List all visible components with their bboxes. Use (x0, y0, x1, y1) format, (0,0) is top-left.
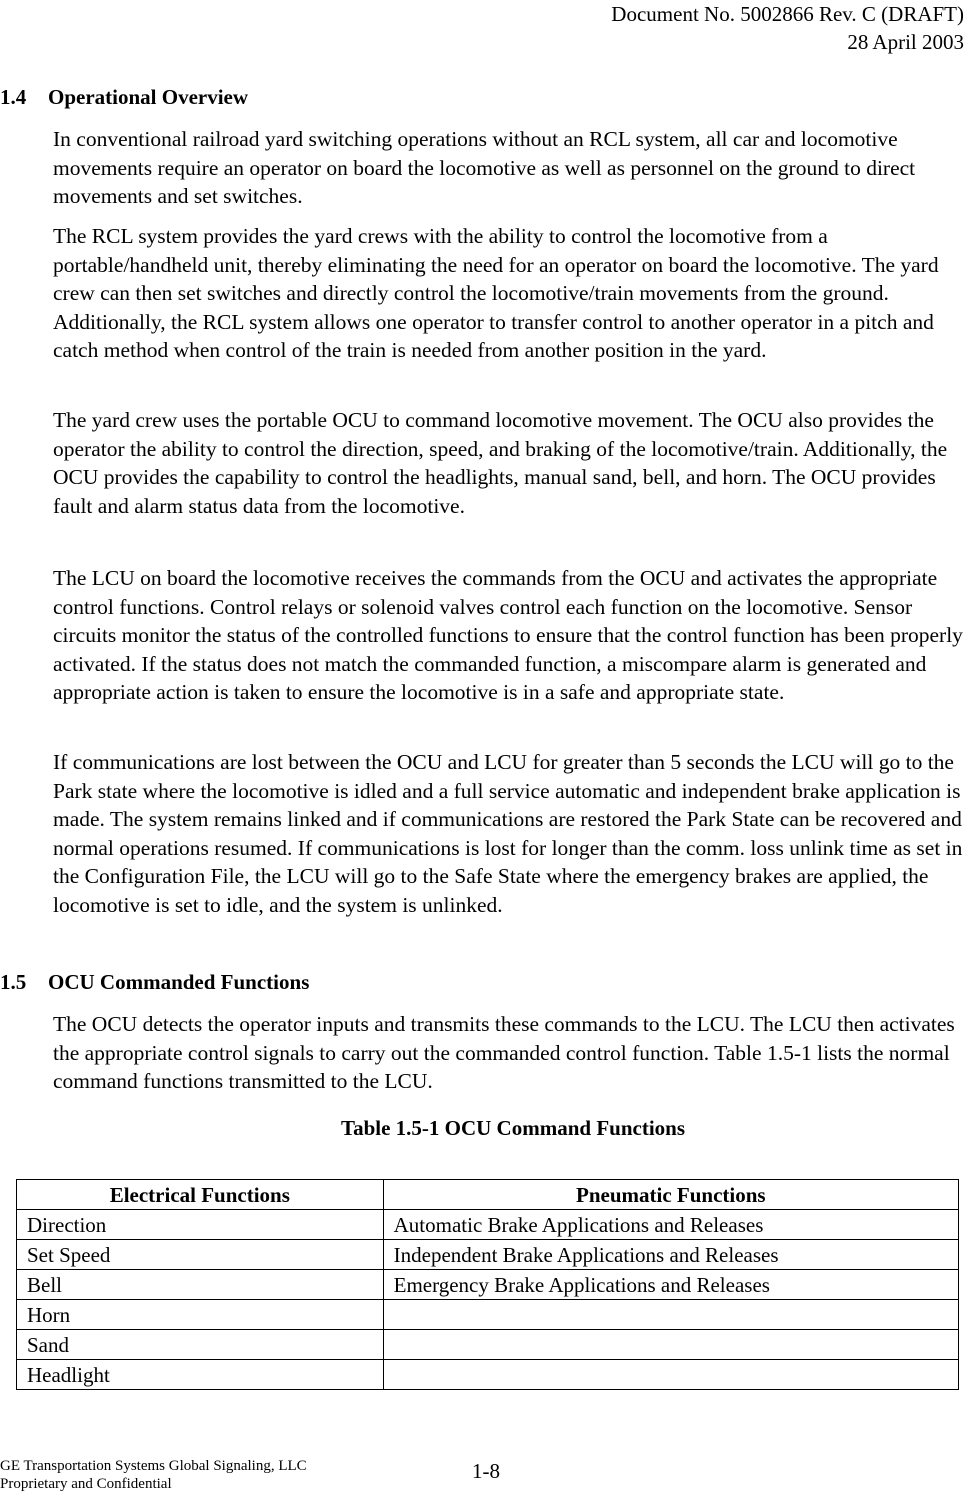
table-cell: Horn (17, 1300, 384, 1330)
page-number: 1-8 (472, 1459, 500, 1483)
table-caption: Table 1.5-1 OCU Command Functions (340, 1116, 686, 1140)
table-cell: Automatic Brake Applications and Releases (383, 1210, 958, 1240)
footer-confidentiality: Proprietary and Confidential (0, 1476, 172, 1492)
paragraph: The yard crew uses the portable OCU to command locomotive movement. The OCU also provides the operator the ability to control the direction, speed, and braking of the locomotive/train. Additionally, the OCU provides the capability to control the headlights, manual sand, bell, and horn. The OCU provides fault and alarm status data from the locomotive. (53, 408, 948, 518)
table-row (17, 1300, 959, 1330)
table-cell (383, 1300, 958, 1330)
table-row (17, 1240, 959, 1270)
table-row (17, 1360, 959, 1390)
paragraph: The RCL system provides the yard crews with the ability to control the locomotive from a portable/handheld unit, thereby eliminating the need for an operator on board the locomotive. The yard crew can then set switches and directly control the locomotive/train movements from the ground. Additionally, the RCL system allows one operator to transfer control to another operator in a pitch and catch method when control of the train is needed from another position in the yard. (53, 224, 939, 363)
table-cell: Bell (17, 1270, 384, 1300)
table-row (17, 1270, 959, 1300)
section-number: 1.5 (0, 970, 27, 994)
table-cell: Sand (17, 1330, 384, 1360)
table-cell (383, 1360, 958, 1390)
ocu-command-functions-table (16, 1179, 959, 1390)
section-title: Operational Overview (48, 85, 249, 109)
table-cell: Headlight (17, 1360, 384, 1390)
table-cell: Independent Brake Applications and Releases (383, 1240, 958, 1270)
table-row (17, 1330, 959, 1360)
page-footer (0, 1457, 307, 1493)
page-header (611, 0, 964, 56)
table-header-row (17, 1180, 959, 1210)
column-header-electrical: Electrical Functions (17, 1180, 384, 1210)
column-header-pneumatic: Pneumatic Functions (383, 1180, 958, 1210)
table-cell: Direction (17, 1210, 384, 1240)
document-number: Document No. 5002866 Rev. C (DRAFT) (611, 2, 964, 26)
table-cell: Emergency Brake Applications and Releases (383, 1270, 958, 1300)
document-date: 28 April 2003 (847, 30, 964, 54)
table-row (17, 1210, 959, 1240)
section-number: 1.4 (0, 85, 27, 109)
paragraph: The LCU on board the locomotive receives the commands from the OCU and activates the appropriate control functions. Control relays or solenoid valves control each function on the locomotive. Sensor circuits monitor the status of the controlled functions to ensure that the control function has been properly activated. If the status does not match the commanded function, a miscompare alarm is generated and appropriate action is taken to ensure the locomotive is in a safe and appropriate state. (53, 566, 963, 705)
table-cell: Set Speed (17, 1240, 384, 1270)
paragraph: In conventional railroad yard switching operations without an RCL system, all car and locomotive movements require an operator on board the locomotive as well as personnel on the ground to direct movements and set switches. (53, 127, 916, 209)
section-heading-1-5 (0, 968, 309, 996)
section-title: OCU Commanded Functions (48, 970, 310, 994)
footer-company: GE Transportation Systems Global Signaling, LLC (0, 1458, 307, 1474)
paragraph: If communications are lost between the OCU and LCU for greater than 5 seconds the LCU will go to the Park state where the locomotive is idled and a full service automatic and independent brake application is made. The system remains linked and if communications are restored the Park State can be recovered and normal operations resumed. If communications is lost for longer than the comm. loss unlink time as set in the Configuration File, the LCU will go to the Safe State where the emergency brakes are applied, the locomotive is set to idle, and the system is unlinked. (53, 750, 963, 917)
table-cell (383, 1330, 958, 1360)
section-heading-1-4 (0, 83, 248, 111)
paragraph: The OCU detects the operator inputs and transmits these commands to the LCU. The LCU then activates the appropriate control signals to carry out the commanded control function. Table 1.5-1 lists the normal command functions transmitted to the LCU. (53, 1012, 955, 1094)
